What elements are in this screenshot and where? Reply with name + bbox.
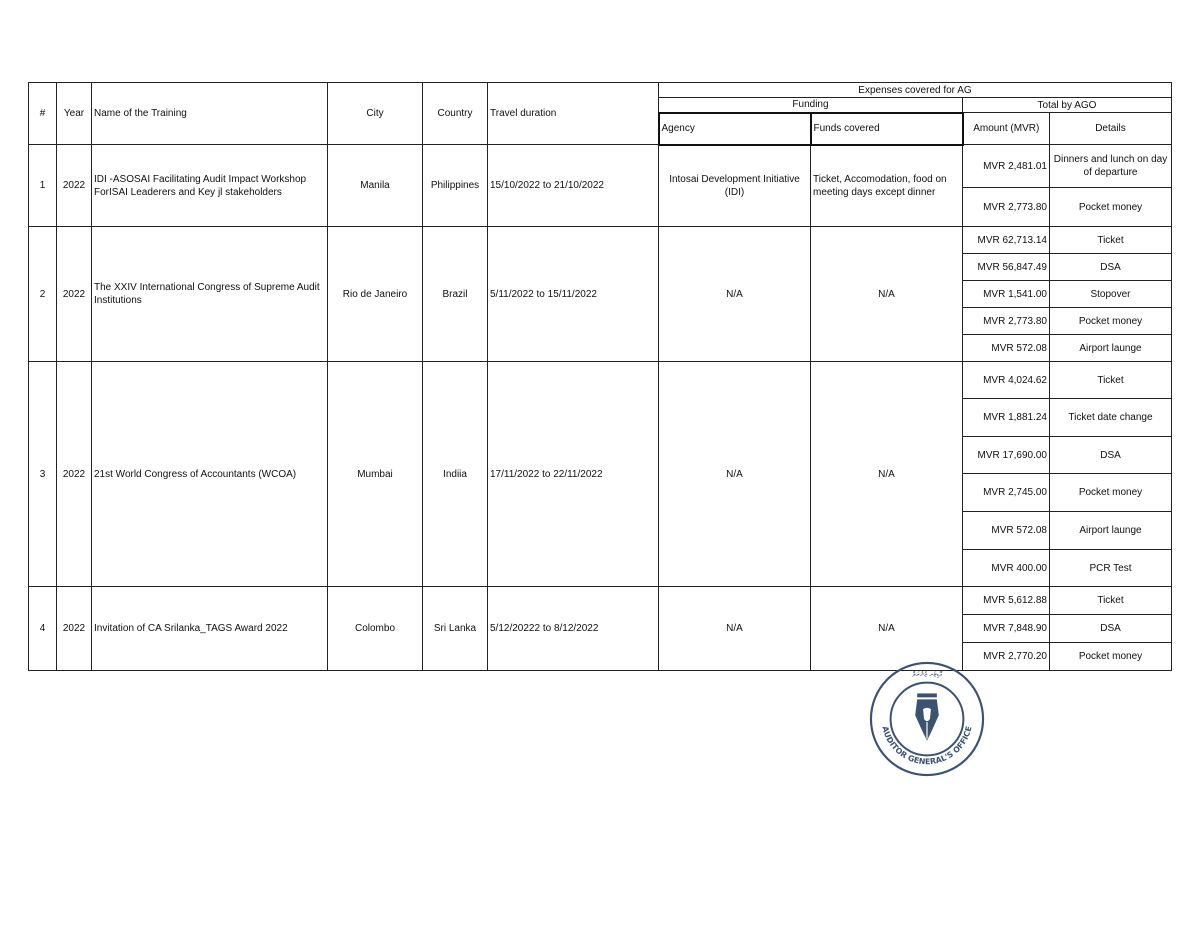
row-amount: MVR 56,847.49 <box>963 254 1050 281</box>
row-year: 2022 <box>57 362 92 587</box>
header-funding: Funding <box>659 98 963 113</box>
row-city: Mumbai <box>328 362 423 587</box>
seal-text: AUDITOR GENERAL'S OFFICE <box>880 725 974 767</box>
row-amount: MVR 4,024.62 <box>963 362 1050 399</box>
row-detail: DSA <box>1050 254 1172 281</box>
row-detail: Pocket money <box>1050 643 1172 671</box>
row-country: Sri Lanka <box>423 587 488 671</box>
row-travel-duration: 17/11/2022 to 22/11/2022 <box>488 362 659 587</box>
row-amount: MVR 2,745.00 <box>963 474 1050 512</box>
row-detail: Pocket money <box>1050 474 1172 512</box>
row-detail: Pocket money <box>1050 308 1172 335</box>
header-city: City <box>328 83 423 145</box>
row-training-name: 21st World Congress of Accountants (WCOA) <box>92 362 328 587</box>
row-amount: MVR 1,881.24 <box>963 399 1050 437</box>
row-num: 2 <box>29 227 57 362</box>
row-amount: MVR 2,773.80 <box>963 188 1050 227</box>
table-row <box>29 227 1172 254</box>
row-amount: MVR 5,612.88 <box>963 587 1050 615</box>
row-amount: MVR 572.08 <box>963 512 1050 550</box>
table-row <box>29 362 1172 399</box>
header-year: Year <box>57 83 92 145</box>
row-funds-covered: N/A <box>811 587 963 671</box>
row-detail: Stopover <box>1050 281 1172 308</box>
row-training-name: The XXIV International Congress of Supreme Audit Institutions <box>92 227 328 362</box>
row-amount: MVR 17,690.00 <box>963 437 1050 474</box>
row-training-name: IDI -ASOSAI Facilitating Audit Impact Workshop ForISAI Leaderers and Key jl stakeholders <box>92 145 328 227</box>
row-training-name: Invitation of CA Srilanka_TAGS Award 2022 <box>92 587 328 671</box>
row-num: 3 <box>29 362 57 587</box>
row-country: Philippines <box>423 145 488 227</box>
header-expenses-covered: Expenses covered for AG <box>659 83 1172 98</box>
row-detail: Ticket <box>1050 587 1172 615</box>
row-agency: N/A <box>659 227 811 362</box>
row-funds-covered: Ticket, Accomodation, food on meeting days except dinner <box>811 145 963 227</box>
row-amount: MVR 7,848.90 <box>963 615 1050 643</box>
row-agency: N/A <box>659 587 811 671</box>
row-num: 4 <box>29 587 57 671</box>
header-agency: Agency <box>659 113 811 145</box>
header-total-by-ago: Total by AGO <box>963 98 1172 113</box>
row-detail: Ticket <box>1050 362 1172 399</box>
row-amount: MVR 62,713.14 <box>963 227 1050 254</box>
header-amount: Amount (MVR) <box>963 113 1050 145</box>
auditor-general-office-seal <box>868 660 986 778</box>
row-year: 2022 <box>57 587 92 671</box>
row-detail: Ticket <box>1050 227 1172 254</box>
row-funds-covered: N/A <box>811 227 963 362</box>
header-funds-covered: Funds covered <box>811 113 963 145</box>
row-amount: MVR 2,770.20 <box>963 643 1050 671</box>
row-travel-duration: 5/12/20222 to 8/12/2022 <box>488 587 659 671</box>
row-amount: MVR 2,481.01 <box>963 145 1050 188</box>
table-body <box>29 145 1172 671</box>
row-city: Manila <box>328 145 423 227</box>
row-agency: N/A <box>659 362 811 587</box>
row-detail: Ticket date change <box>1050 399 1172 437</box>
row-detail: Dinners and lunch on day of departure <box>1050 145 1172 188</box>
row-amount: MVR 400.00 <box>963 550 1050 587</box>
row-amount: MVR 2,773.80 <box>963 308 1050 335</box>
header-country: Country <box>423 83 488 145</box>
header-details: Details <box>1050 113 1172 145</box>
row-detail: Pocket money <box>1050 188 1172 227</box>
header-training-name: Name of the Training <box>92 83 328 145</box>
row-detail: DSA <box>1050 437 1172 474</box>
table-row <box>29 587 1172 615</box>
row-country: Indiia <box>423 362 488 587</box>
row-detail: Airport launge <box>1050 335 1172 362</box>
row-year: 2022 <box>57 227 92 362</box>
row-city: Rio de Janeiro <box>328 227 423 362</box>
row-detail: PCR Test <box>1050 550 1172 587</box>
row-city: Colombo <box>328 587 423 671</box>
row-country: Brazil <box>423 227 488 362</box>
table-row <box>29 145 1172 188</box>
header-num: # <box>29 83 57 145</box>
row-travel-duration: 5/11/2022 to 15/11/2022 <box>488 227 659 362</box>
fountain-pen-nib-icon <box>915 693 939 740</box>
row-travel-duration: 15/10/2022 to 21/10/2022 <box>488 145 659 227</box>
row-detail: Airport launge <box>1050 512 1172 550</box>
row-agency: Intosai Development Initiative (IDI) <box>659 145 811 227</box>
row-amount: MVR 1,541.00 <box>963 281 1050 308</box>
seal-script-text: ޢޮޑިޓަރ ޖެނެރަލް <box>911 670 943 679</box>
row-detail: DSA <box>1050 615 1172 643</box>
row-year: 2022 <box>57 145 92 227</box>
row-amount: MVR 572.08 <box>963 335 1050 362</box>
row-funds-covered: N/A <box>811 362 963 587</box>
expenses-table <box>28 82 1172 671</box>
header-travel-duration: Travel duration <box>488 83 659 145</box>
row-num: 1 <box>29 145 57 227</box>
